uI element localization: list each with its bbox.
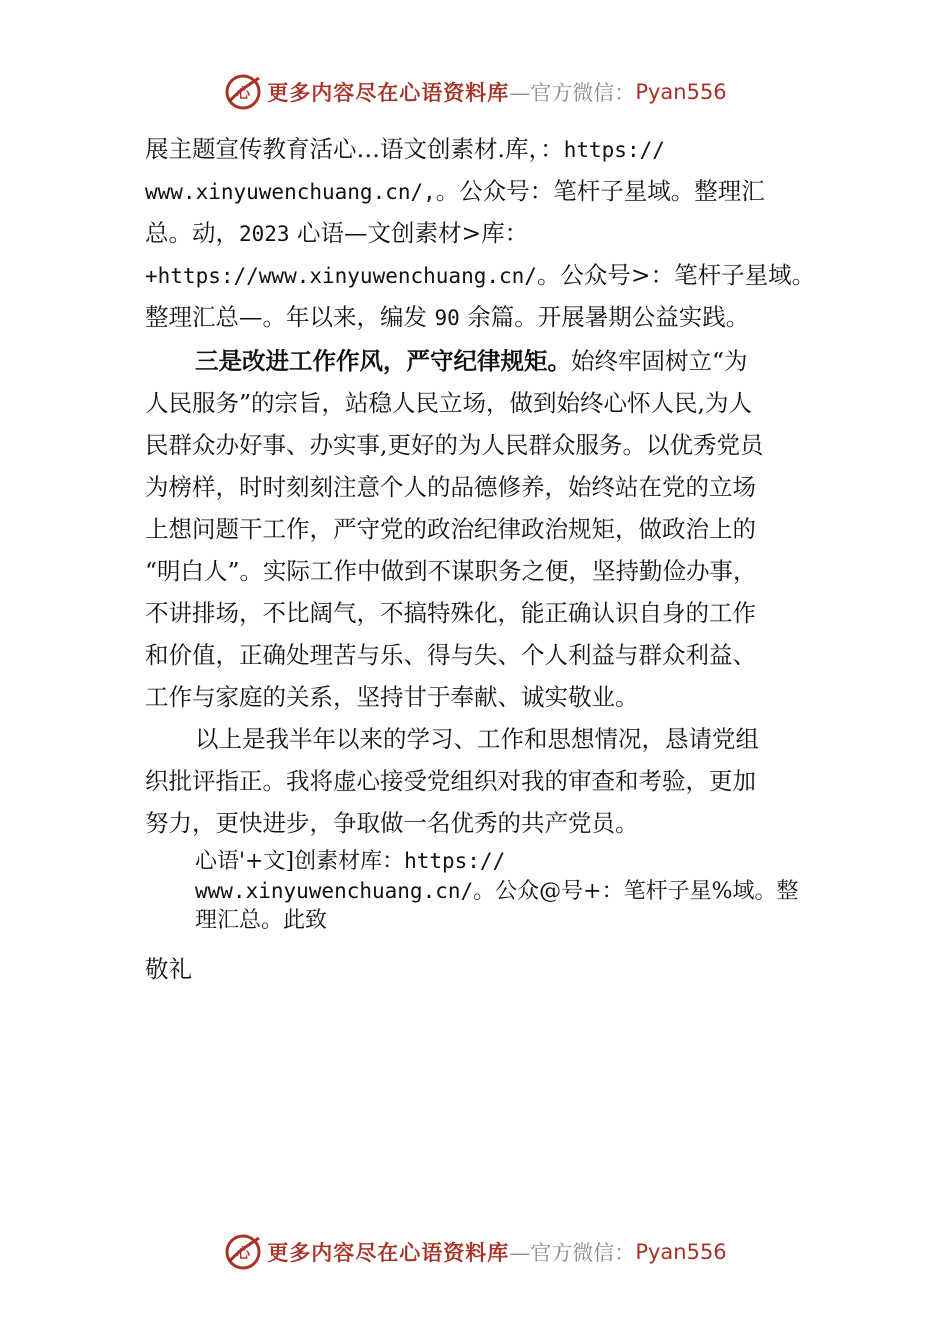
text-line: 总。动，2023 心语—文创素材>库： (145, 219, 529, 247)
url-text: https:// (404, 849, 506, 873)
banner-wechat-label: —官方微信： (509, 1241, 636, 1265)
text-line: 三是改进工作作风，严守纪律规矩。始终牢固树立“为 (195, 347, 748, 375)
text-line: +https://www.xinyuwenchuang.cn/。公众号>：笔杆子星域。 (145, 261, 816, 289)
text-line: 工作与家庭的关系，坚持甘于奉献、诚实敬业。 (145, 683, 639, 711)
header-banner (0, 70, 950, 114)
banner-title: 更多内容尽在心语资料库 (267, 1240, 510, 1265)
banner-wechat-id: Pyan556 (635, 1240, 727, 1264)
text-line: 人民服务”的宗旨，站稳人民立场，做到始终心怀人民,为人 (145, 389, 752, 417)
logo-icon (223, 1232, 263, 1272)
text-line: 上想问题干工作，严守党的政治纪律政治规矩，做政治上的 (145, 515, 756, 543)
footer-banner (0, 1230, 950, 1274)
paragraph-1 (145, 128, 835, 338)
paragraph-4 (145, 846, 835, 936)
url-text: https:// (563, 138, 665, 162)
text-line: 展主题宣传教育活心…语文创素材.库，：https:// (145, 135, 665, 163)
text-line: 民群众办好事、办实事,更好的为人民群众服务。以优秀党员 (145, 431, 764, 459)
section-heading: 三是改进工作作风，严守纪律规矩。 (195, 347, 571, 375)
url-text: www.xinyuwenchuang.cn/ (195, 879, 474, 903)
text-line: 不讲排场，不比阔气，不搞特殊化，能正确认识自身的工作 (145, 599, 756, 627)
text-line: 整理汇总—。年以来，编发 90 余篇。开展暑期公益实践。 (145, 303, 750, 331)
text-line: www.xinyuwenchuang.cn/,。公众号：笔杆子星域。整理汇 (145, 177, 765, 205)
text-line: 为榜样，时时刻刻注意个人的品德修养，始终站在党的立场 (145, 473, 756, 501)
text-line: 理汇总。此致 (195, 908, 328, 933)
document-body (145, 128, 835, 990)
text-line: www.xinyuwenchuang.cn/。公众@号+：笔杆子星%域。整 (195, 879, 799, 904)
text-line: 努力，更快进步，争取做一名优秀的共产党员。 (145, 809, 639, 837)
logo-icon (223, 72, 263, 112)
banner-wechat-id: Pyan556 (635, 80, 727, 104)
banner-wechat-label: —官方微信： (509, 81, 636, 105)
closing-salutation: 敬礼 (145, 955, 192, 983)
text-line: 以上是我半年以来的学习、工作和思想情况，恳请党组 (195, 725, 759, 753)
url-text: +https://www.xinyuwenchuang.cn/ (145, 264, 537, 288)
svg-text:心: 心 (236, 1246, 251, 1262)
banner-title: 更多内容尽在心语资料库 (267, 80, 510, 105)
text-line: 织批评指正。我将虚心接受党组织对我的审查和考验，更加 (145, 767, 756, 795)
svg-text:心: 心 (236, 86, 251, 102)
url-text: www.xinyuwenchuang.cn/, (145, 180, 436, 204)
text-line: 和价值，正确处理苦与乐、得与失、个人利益与群众利益、 (145, 641, 756, 669)
paragraph-3 (145, 718, 835, 844)
text-line: 心语'+文]创素材库：https:// (195, 849, 506, 874)
text-line: “明白人”。实际工作中做到不谋职务之便，坚持勤俭办事， (145, 557, 757, 585)
paragraph-2 (145, 340, 835, 718)
